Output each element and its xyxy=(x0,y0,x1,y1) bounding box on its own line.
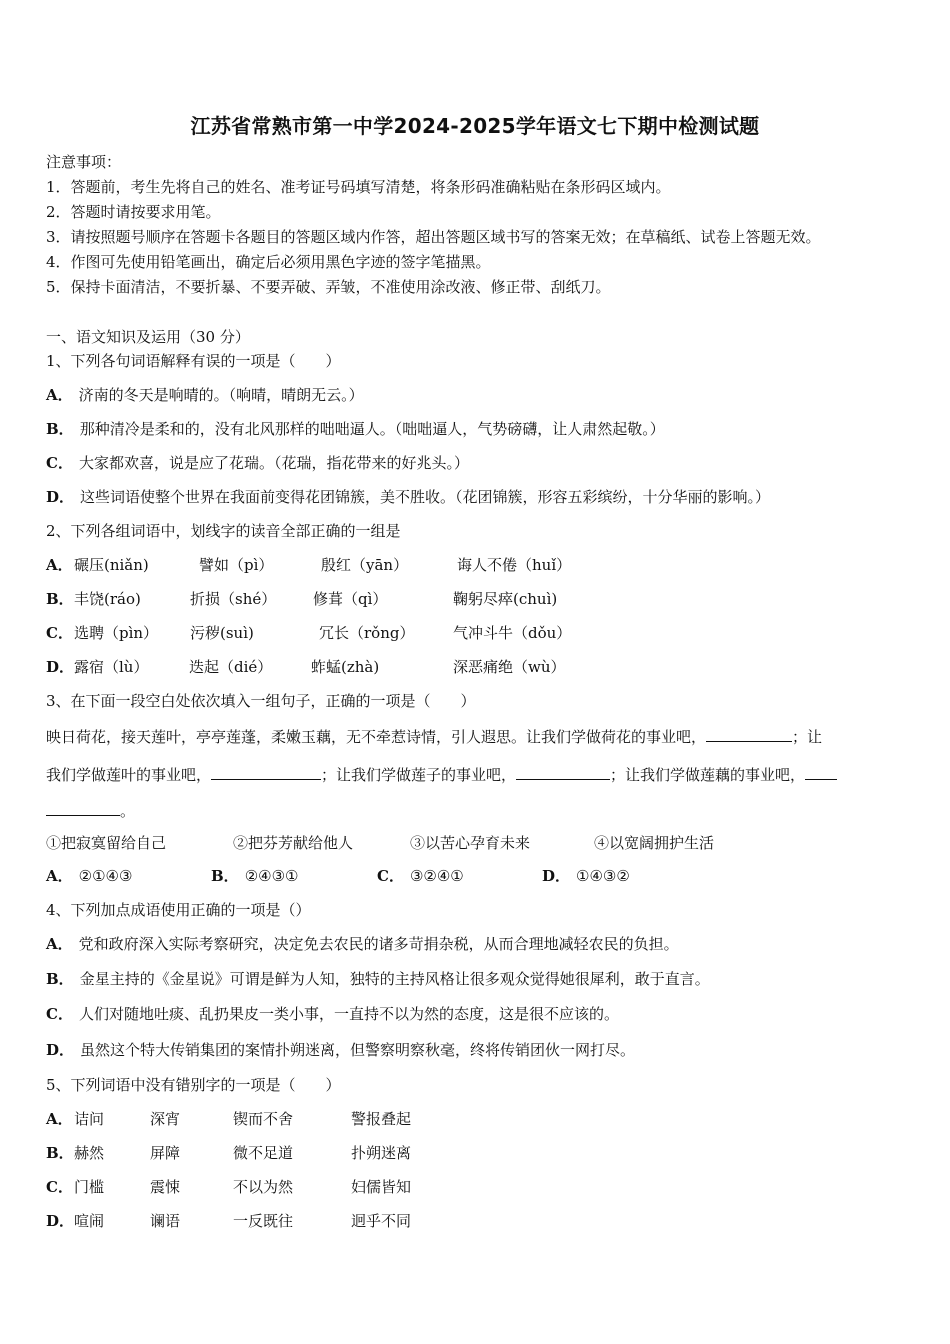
option-cell: 蚱蜢(zhà) xyxy=(311,658,380,676)
notice-item: 5．保持卡面清洁，不要折暴、不要弄破、弄皱，不准使用涂改液、修正带、刮纸刀。 xyxy=(46,278,611,296)
option-label: C． xyxy=(377,867,404,885)
passage-text: 映日荷花，接天莲叶，亭亭莲蓬，柔嫩玉藕，无不牵惹诗情，引人遐思。让我们学做荷花的事业吧， xyxy=(46,728,707,746)
option-label: B． xyxy=(46,420,74,438)
option-label: A． xyxy=(46,386,73,404)
notice-item: 3．请按照题号顺序在答题卡各题目的答题区域内作答，超出答题区域书写的答案无效；在草稿纸、试卷上答题无效。 xyxy=(46,228,821,246)
passage-line xyxy=(46,799,135,821)
option-text: 人们对随地吐痰、乱扔果皮一类小事，一直持不以为然的态度，这是很不应该的。 xyxy=(78,1005,619,1023)
option-cell: 屏障 xyxy=(150,1144,181,1162)
option-row xyxy=(46,419,665,439)
answer-blank[interactable] xyxy=(46,799,120,816)
passage-line xyxy=(46,725,822,747)
option-text: 党和政府深入实际考察研究，决定免去农民的诸多苛捐杂税，从而合理地减轻农民的负担。 xyxy=(78,935,679,953)
option-cell: 震悚 xyxy=(150,1178,181,1196)
answer-blank[interactable] xyxy=(211,763,321,780)
option-text: 济南的冬天是响晴的。（响晴，晴朗无云。） xyxy=(78,386,364,404)
answer-blank[interactable] xyxy=(706,725,792,742)
option-cell: 丰饶(ráo) xyxy=(74,590,141,608)
option-row xyxy=(46,1004,619,1024)
option-text: ②①④③ xyxy=(78,867,133,885)
option-cell: 门槛 xyxy=(74,1178,105,1196)
option-cell: 微不足道 xyxy=(233,1144,294,1162)
option-cell: 深恶痛绝（wù） xyxy=(453,658,566,676)
option-cell: 谰语 xyxy=(150,1212,181,1230)
option-row xyxy=(46,969,710,989)
passage-text: ；让 xyxy=(792,728,823,746)
page-title: 江苏省常熟市第一中学2024-2025学年语文七下期中检测试题 xyxy=(190,114,760,138)
option-cell: 诘问 xyxy=(74,1110,105,1128)
answer-blank[interactable] xyxy=(516,763,610,780)
option-label-text: B． xyxy=(46,590,74,608)
option-cell: 喧闹 xyxy=(74,1212,105,1230)
option-label: A． xyxy=(46,867,73,885)
question-stem: 5、下列词语中没有错别字的一项是（ ） xyxy=(46,1076,341,1094)
option-text: 这些词语使整个世界在我面前变得花团锦簇，美不胜收。（花团锦簇，形容五彩缤纷，十分华丽的影响。） xyxy=(80,488,771,506)
answer-blank[interactable] xyxy=(805,763,837,780)
passage-line xyxy=(46,763,837,785)
option-label: B． xyxy=(211,867,239,885)
choice-item: ①把寂寞留给自己 xyxy=(46,834,167,852)
option-cell: 妇儒皆知 xyxy=(351,1178,412,1196)
option-row xyxy=(46,1040,635,1060)
question-stem: 2、下列各组词语中，划线字的读音全部正确的一组是 xyxy=(46,522,401,540)
notice-heading: 注意事项： xyxy=(46,153,122,171)
option-cell: 诲人不倦（huǐ） xyxy=(457,556,572,574)
option-row xyxy=(46,487,770,507)
option-cell: 折损（shé） xyxy=(190,590,277,608)
option-cell: 警报叠起 xyxy=(351,1110,412,1128)
question-stem: 4、下列加点成语使用正确的一项是（） xyxy=(46,901,311,919)
option-cell: 碾压(niǎn) xyxy=(74,556,149,574)
option-cell: 赫然 xyxy=(74,1144,105,1162)
option-label: C． xyxy=(46,454,73,472)
question-stem: 1、下列各句词语解释有误的一项是（ ） xyxy=(46,352,341,370)
option-cell: 深宵 xyxy=(150,1110,181,1128)
option-cell: 譬如（pì） xyxy=(199,556,274,574)
option-row xyxy=(377,866,464,886)
notice-item: 2．答题时请按要求用笔。 xyxy=(46,203,221,221)
option-row xyxy=(46,866,132,886)
option-cell: 气冲斗牛（dǒu） xyxy=(453,624,572,642)
option-label: D． xyxy=(542,867,571,885)
option-cell: 迥乎不同 xyxy=(351,1212,412,1230)
option-label: C． xyxy=(46,1005,73,1023)
option-label-text: A． xyxy=(46,556,73,574)
option-cell: 不以为然 xyxy=(233,1178,294,1196)
option-label-text: D． xyxy=(46,1212,75,1230)
option-cell: 扑朔迷离 xyxy=(351,1144,412,1162)
option-cell: 污秽(suì) xyxy=(190,624,254,642)
option-row xyxy=(46,453,469,473)
option-label-text: C． xyxy=(46,1178,73,1196)
option-text: ②④③① xyxy=(244,867,299,885)
option-label-text: B． xyxy=(46,1144,74,1162)
option-row xyxy=(211,866,298,886)
option-row xyxy=(46,934,679,954)
option-cell: 殷红（yān） xyxy=(321,556,409,574)
option-cell: 迭起（dié） xyxy=(189,658,273,676)
option-label-text: D． xyxy=(46,658,75,676)
option-label: A． xyxy=(46,935,73,953)
notice-item: 4．作图可先使用铅笔画出，确定后必须用黑色字迹的签字笔描黑。 xyxy=(46,253,491,271)
option-cell: 锲而不舍 xyxy=(233,1110,294,1128)
section-heading: 一、语文知识及运用（30 分） xyxy=(46,328,250,346)
option-label: B． xyxy=(46,970,74,988)
passage-text: 。 xyxy=(120,802,136,820)
option-cell: 一反既往 xyxy=(233,1212,294,1230)
option-label: D． xyxy=(46,1041,75,1059)
option-label: D． xyxy=(46,488,75,506)
option-text: 虽然这个特大传销集团的案情扑朔迷离，但警察明察秋毫，终将传销团伙一网打尽。 xyxy=(80,1041,636,1059)
option-text: 那种清冷是柔和的，没有北风那样的咄咄逼人。（咄咄逼人，气势磅礴，让人肃然起敬。） xyxy=(79,420,665,438)
passage-text: ；让我们学做莲子的事业吧， xyxy=(321,766,517,784)
notice-item: 1．答题前，考生先将自己的姓名、准考证号码填写清楚，将条形码准确粘贴在条形码区域内。 xyxy=(46,178,671,196)
option-text: 大家都欢喜，说是应了花瑞。（花瑞，指花带来的好兆头。） xyxy=(78,454,469,472)
choice-item: ④以宽阔拥护生活 xyxy=(594,834,715,852)
option-label-text: A． xyxy=(46,1110,73,1128)
option-row xyxy=(542,866,630,886)
option-label-text: C． xyxy=(46,624,73,642)
option-row xyxy=(46,385,364,405)
option-cell: 冗长（rǒng） xyxy=(319,624,415,642)
choice-item: ②把芬芳献给他人 xyxy=(233,834,354,852)
option-text: ③②④① xyxy=(409,867,464,885)
option-cell: 选聘（pìn） xyxy=(74,624,159,642)
choice-item: ③以苦心孕育未来 xyxy=(410,834,531,852)
option-text: ①④③② xyxy=(576,867,630,885)
passage-text: 我们学做莲叶的事业吧， xyxy=(46,766,212,784)
passage-text: ；让我们学做莲藕的事业吧， xyxy=(610,766,806,784)
question-stem: 3、在下面一段空白处依次填入一组句子，正确的一项是（ ） xyxy=(46,692,476,710)
option-cell: 修葺（qì） xyxy=(313,590,388,608)
option-cell: 鞠躬尽瘁(chuì) xyxy=(453,590,558,608)
option-text: 金星主持的《金星说》可谓是鲜为人知，独特的主持风格让很多观众觉得她很犀利，敢于直言。 xyxy=(79,970,710,988)
option-cell: 露宿（lù） xyxy=(74,658,149,676)
